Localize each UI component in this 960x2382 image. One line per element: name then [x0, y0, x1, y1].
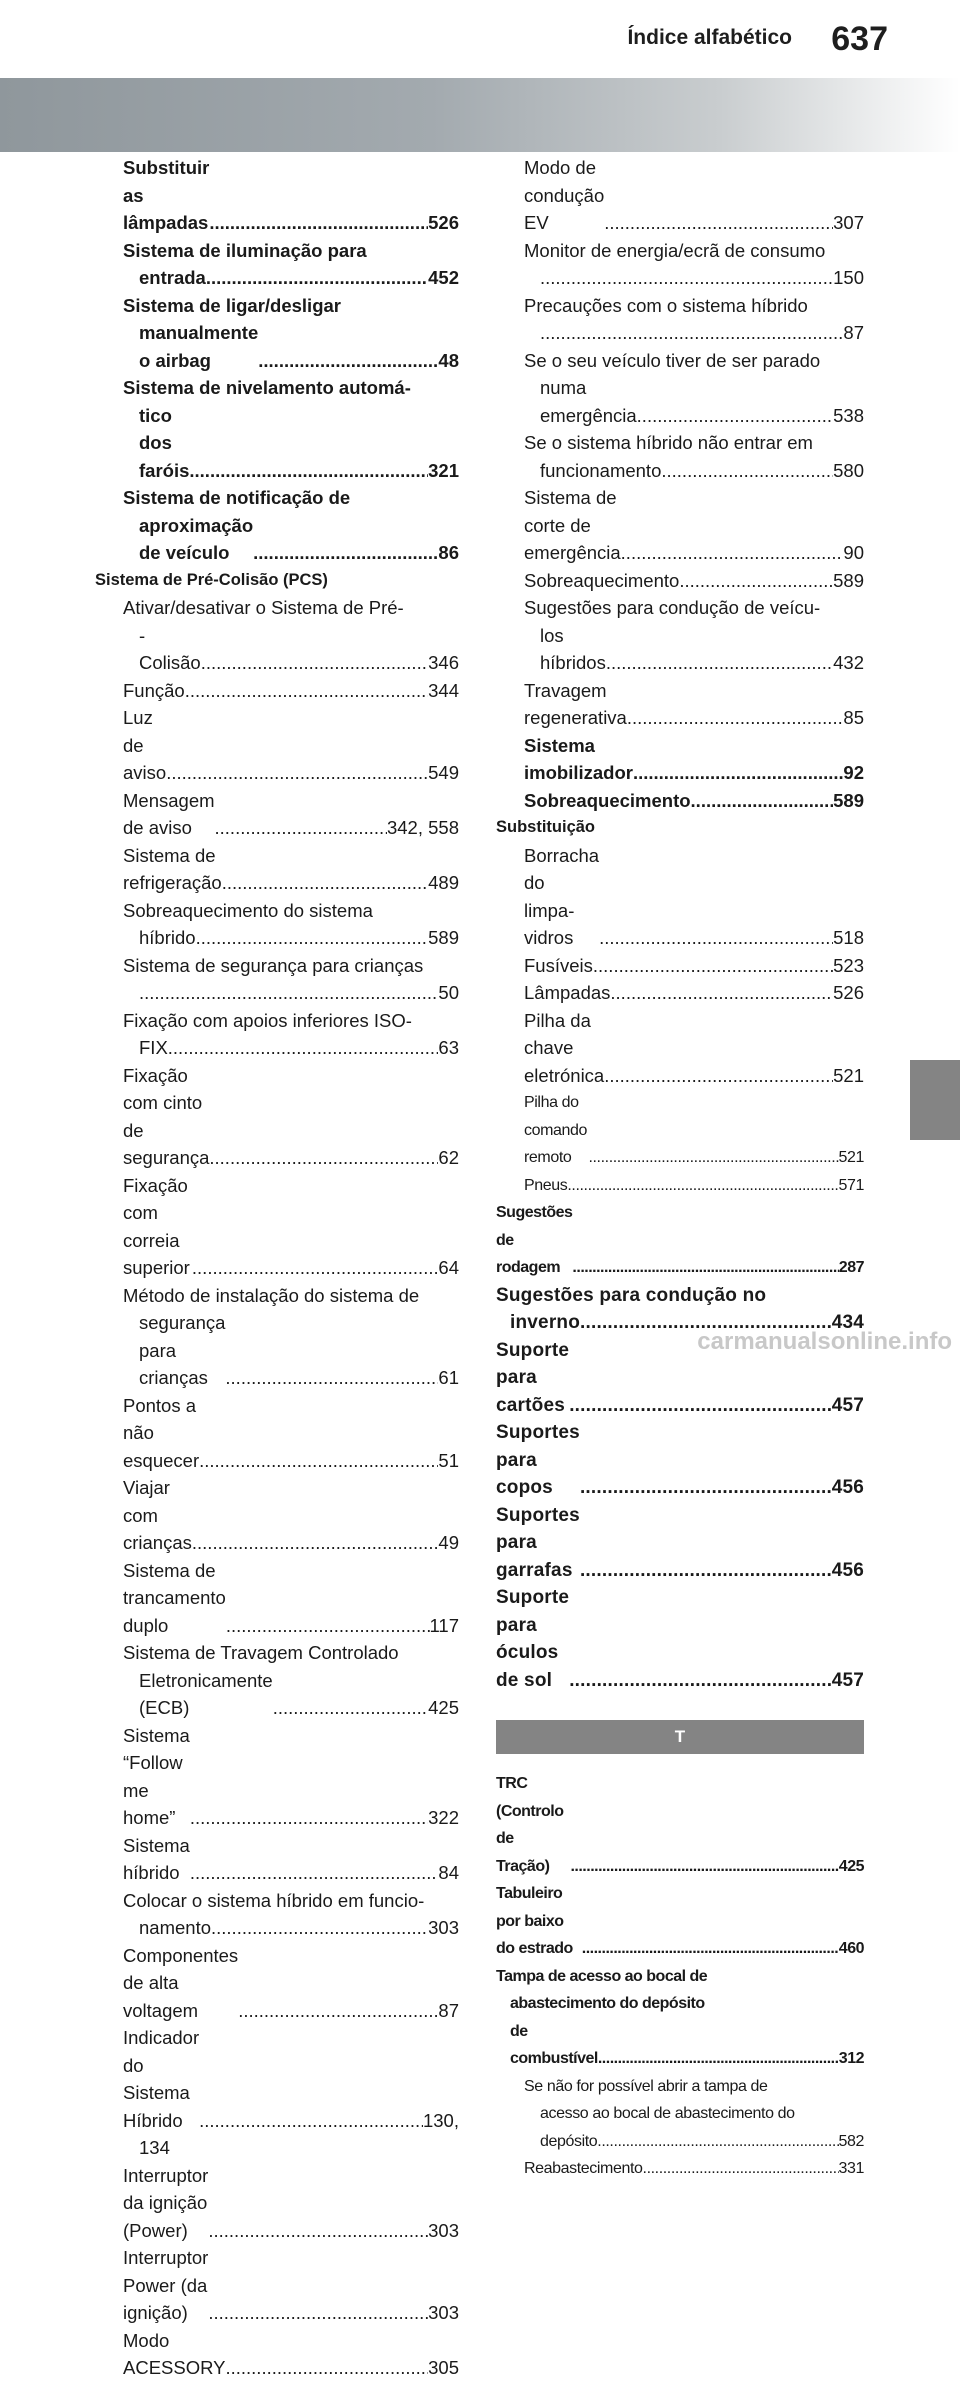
dot-leader	[593, 952, 833, 980]
index-entry	[95, 704, 459, 787]
index-entry	[95, 2327, 459, 2382]
index-page-ref: 526	[833, 982, 864, 1003]
index-entry-text: Se o seu veículo tiver de ser parado	[524, 349, 821, 371]
dot-leader	[273, 1694, 428, 1722]
index-entry-text: Método de instalação do sistema de	[123, 1284, 420, 1306]
index-entry	[496, 1880, 864, 1963]
index-entry	[496, 1199, 864, 1282]
index-page-ref: 582	[838, 2132, 864, 2150]
index-entry-text: de combustível	[510, 2022, 598, 2067]
index-entry	[95, 1722, 459, 1832]
index-entry-text: Pilha do comando remoto	[524, 1094, 588, 1166]
index-entry-text: Tampa de acesso ao bocal de	[496, 1967, 708, 1985]
index-page-ref: 48	[438, 349, 459, 371]
dot-leader	[580, 1557, 832, 1585]
index-page-ref: 117	[429, 1614, 459, 1636]
index-entry-text: Tabuleiro por baixo do estrado	[496, 1885, 573, 1957]
index-entry-text: Modo ACESSORY	[123, 2329, 226, 2378]
index-entry-text: Colocar o sistema híbrido em funcio-	[123, 1889, 425, 1911]
index-entry	[95, 512, 459, 567]
index-page-ref: 303	[428, 2219, 459, 2241]
index-entry	[95, 402, 459, 485]
index-entry-text: Sistema híbrido	[123, 1834, 190, 1883]
index-entry-text: Sistema de segurança para crianças	[123, 954, 424, 976]
index-entry	[496, 732, 864, 787]
index-entry	[95, 842, 459, 897]
index-page-ref: 571	[838, 1176, 864, 1194]
dot-leader	[637, 402, 833, 430]
dot-leader	[661, 457, 833, 485]
dot-leader	[604, 209, 833, 237]
dot-leader	[168, 1034, 439, 1062]
index-entry	[95, 319, 459, 374]
index-entry-text: entrada	[139, 267, 206, 288]
index-page-ref: 580	[833, 459, 864, 481]
index-entry-text: los híbridos	[540, 624, 606, 673]
index-entry-text: Travagem regenerativa	[524, 679, 627, 728]
index-page-ref: 344	[428, 679, 459, 701]
index-entry-text: Substituição	[496, 818, 596, 836]
index-page-ref: 589	[833, 789, 864, 811]
index-entry-text: Pneus	[524, 1176, 568, 1194]
index-page-ref: 62	[438, 1147, 459, 1168]
index-entry	[95, 1914, 459, 1942]
dot-leader	[139, 979, 438, 1007]
index-entry-text: Interruptor Power (da ignição)	[123, 2247, 209, 2323]
index-entry	[95, 264, 459, 292]
index-page-ref: 342, 558	[386, 817, 459, 838]
dot-leader	[211, 1914, 428, 1942]
index-entry-text: namento	[139, 1917, 211, 1938]
index-entry-text: FIX	[139, 1037, 168, 1058]
index-page-ref: 460	[838, 1940, 864, 1957]
index-page-ref: 457	[831, 1394, 864, 1416]
index-page-ref: 549	[428, 762, 459, 783]
index-entry-text: Sistema imobilizador	[524, 734, 633, 783]
index-entry	[496, 567, 864, 595]
index-page-ref: 87	[438, 1999, 459, 2021]
index-entry-text: inverno	[510, 1312, 581, 1333]
index-entry	[496, 952, 864, 980]
dot-leader	[192, 1529, 439, 1557]
index-entry-text: Sobreaquecimento	[524, 789, 691, 811]
index-entry-text: Luz de aviso	[123, 707, 167, 783]
dot-leader	[190, 1804, 428, 1832]
dot-leader	[199, 2107, 423, 2135]
index-entry	[496, 1172, 864, 1200]
dot-leader	[238, 1997, 438, 2025]
index-page-ref: 457	[831, 1669, 864, 1691]
dot-leader	[208, 2299, 428, 2327]
index-page-ref: 85	[843, 707, 864, 728]
index-entry	[496, 1584, 864, 1694]
index-entry-text: híbrido.	[139, 927, 201, 948]
index-entry-text: manualmente o airbag	[139, 322, 259, 371]
index-entry	[496, 814, 864, 842]
dot-leader	[597, 2128, 838, 2156]
index-entry	[95, 924, 459, 952]
index-entry-text: acesso ao bocal de abastecimento do	[540, 2105, 795, 2122]
dot-leader	[691, 787, 834, 815]
dot-leader	[192, 1254, 439, 1282]
dot-leader	[643, 2155, 839, 2183]
index-entry	[95, 1557, 459, 1640]
index-entry	[95, 2024, 459, 2134]
index-page-ref: 307	[833, 212, 864, 233]
index-list-t	[496, 1770, 864, 2183]
dot-leader	[633, 759, 843, 787]
index-page-ref: 63	[438, 1037, 459, 1058]
dot-leader	[570, 1853, 838, 1881]
index-entry	[95, 1172, 459, 1282]
index-entry-text: Pilha da chave eletrónica	[524, 1009, 605, 1086]
index-page-ref: 346	[428, 652, 459, 673]
index-entry-text: Ativar/desativar o Sistema de Pré-	[123, 597, 404, 618]
index-entry	[496, 457, 864, 485]
index-page-ref: 86	[438, 542, 459, 563]
index-entry-text: aproximação de veículo	[139, 514, 254, 563]
index-page-ref: 50	[438, 982, 459, 1003]
dot-leader	[225, 2354, 428, 2382]
index-entry-text: segurança para crianças	[139, 1312, 226, 1388]
index-entry-text: Sistema de iluminação para	[123, 239, 367, 261]
index-page-ref: 518	[833, 927, 864, 948]
index-page-ref: 526	[428, 212, 459, 233]
dot-leader	[166, 759, 428, 787]
dot-leader	[206, 264, 428, 292]
index-entry-text: 134	[139, 2137, 170, 2158]
index-page-ref: 432	[833, 652, 864, 673]
index-entry	[496, 787, 864, 815]
index-entry-text: Mensagem de aviso	[123, 789, 215, 838]
index-list-s	[496, 154, 864, 1694]
index-entry-text: Sugestões para condução de veícu-	[524, 597, 821, 618]
dot-leader	[185, 677, 428, 705]
index-entry-text: tico dos faróis	[139, 404, 190, 481]
index-page-ref: 425	[838, 1857, 864, 1875]
index-entry	[496, 2155, 864, 2183]
index-page-ref: 90	[843, 542, 864, 563]
index-page-ref: 61	[438, 1367, 459, 1388]
index-page-ref: 456	[831, 1559, 864, 1581]
index-entry-text: Pontos a não esquecer	[123, 1394, 200, 1471]
index-entry	[496, 374, 864, 429]
index-entry-text: Modo de condução EV	[524, 157, 605, 233]
index-page-ref: 489	[428, 872, 459, 893]
index-entry-text: Suporte para óculos de sol	[496, 1587, 570, 1691]
index-entry	[496, 264, 864, 292]
index-page-ref: 92	[843, 762, 864, 783]
index-entry-text: Sistema de Pré-Colisão (PCS)	[95, 570, 328, 589]
index-page-ref: 51	[438, 1449, 459, 1471]
index-entry-text: Sistema de notificação de	[123, 487, 351, 508]
index-entry-text: Sistema de Travagem Controlado	[123, 1642, 399, 1663]
dot-leader	[209, 1144, 438, 1172]
index-entry-text: Substituir as lâmpadas	[123, 157, 210, 233]
index-entry-text: Lâmpadas	[524, 982, 611, 1003]
index-entry	[95, 1667, 459, 1722]
index-entry	[95, 2134, 459, 2162]
index-page-ref: 456	[831, 1477, 864, 1498]
dot-leader	[215, 814, 387, 842]
index-entry	[496, 1502, 864, 1585]
dot-leader	[569, 1392, 832, 1420]
index-entry-text: Interruptor da ignição (Power)	[123, 2164, 209, 2241]
dot-leader	[222, 869, 428, 897]
index-entry-text: Componentes de alta voltagem	[123, 1944, 239, 2021]
index-page-ref: 287	[838, 1259, 864, 1276]
index-entry-text: Fixação com cinto de segurança	[123, 1064, 210, 1168]
index-entry	[95, 154, 459, 237]
index-entry	[95, 1832, 459, 1887]
index-entry	[95, 2162, 459, 2245]
dot-leader	[540, 264, 833, 292]
dot-leader	[540, 319, 843, 347]
index-entry-text: Borracha do limpa-vidros	[524, 844, 600, 948]
index-entry-text: Eletronicamente (ECB)	[139, 1669, 273, 1718]
dot-leader	[209, 209, 428, 237]
dot-leader	[258, 347, 438, 375]
dot-leader	[226, 1612, 430, 1640]
index-entry-text: Suporte para cartões	[496, 1339, 570, 1416]
index-page-ref: 425	[428, 1697, 459, 1718]
index-page-ref: 521	[833, 1064, 864, 1086]
index-entry-text: Sistema de nivelamento automá-	[123, 377, 411, 398]
index-page-ref: 150	[833, 267, 864, 288]
index-entry-text: depósito	[540, 2132, 598, 2150]
dot-leader	[580, 1474, 832, 1502]
index-entry-text: Sistema de ligar/desligar	[123, 294, 341, 316]
index-entry	[95, 979, 459, 1007]
index-entry	[95, 1034, 459, 1062]
index-page-ref: 312	[838, 2050, 864, 2067]
dot-leader	[190, 1859, 439, 1887]
index-entry-text: TRC (Controlo de Tração)	[496, 1775, 564, 1875]
section-header-t: T	[496, 1720, 864, 1754]
dot-leader	[253, 539, 438, 567]
index-entry	[95, 2244, 459, 2327]
index-page-ref: 322	[428, 1807, 459, 1828]
index-entry	[95, 1062, 459, 1172]
dot-leader	[225, 1364, 438, 1392]
dot-leader	[598, 2045, 839, 2073]
index-page-ref: 331	[838, 2160, 864, 2177]
index-entry-text: Fixação com apoios inferiores ISO-	[123, 1009, 412, 1031]
index-page-ref: 303	[428, 2302, 459, 2323]
index-entry	[496, 622, 864, 677]
index-entry	[496, 1419, 864, 1502]
index-entry-text: Se o sistema híbrido não entrar em	[524, 432, 813, 453]
index-page-ref: 523	[833, 954, 864, 976]
index-column-left	[95, 154, 459, 2382]
index-entry-text: Fusíveis	[524, 954, 593, 976]
index-page-ref: 87	[843, 322, 864, 343]
index-entry-text: Suportes para garrafas	[496, 1504, 580, 1581]
dot-leader	[627, 704, 844, 732]
index-entry	[95, 567, 459, 595]
index-entry	[496, 979, 864, 1007]
index-entry-text: Função	[123, 679, 185, 701]
header-title: Índice alfabético	[627, 26, 792, 49]
index-entry-text: Precauções com o sistema híbrido	[524, 294, 808, 316]
index-entry-text: Indicador do Sistema Híbrido	[123, 2027, 200, 2131]
index-entry	[496, 2128, 864, 2156]
index-entry	[95, 1309, 459, 1392]
index-entry	[496, 1007, 864, 1090]
index-entry-text: Suportes para copos	[496, 1422, 580, 1498]
index-entry-text: Sobreaquecimento	[524, 569, 680, 591]
index-entry-text: Fixação com correia superior	[123, 1174, 190, 1278]
index-entry-text: Sugestões para condução no	[496, 1284, 767, 1306]
page-number: 637	[831, 20, 888, 58]
dot-leader	[588, 1144, 838, 1172]
index-page-ref: 452	[428, 267, 459, 288]
index-page-ref: 589	[833, 569, 864, 591]
index-entry	[95, 1474, 459, 1557]
index-page-ref: 321	[428, 459, 459, 481]
index-entry	[496, 154, 864, 237]
index-page-ref: 589	[428, 927, 459, 948]
dot-leader	[599, 924, 833, 952]
dot-leader	[604, 1062, 833, 1090]
index-column-right	[496, 154, 864, 2183]
dot-leader	[208, 2217, 428, 2245]
dot-leader	[201, 649, 428, 677]
dot-leader	[189, 457, 428, 485]
index-entry-text: Monitor de energia/ecrã de consumo	[524, 239, 826, 261]
index-page-ref: 84	[438, 1862, 459, 1883]
watermark: carmanualsonline.info	[697, 1328, 952, 1355]
index-entry	[496, 677, 864, 732]
dot-leader	[606, 649, 833, 677]
index-entry	[496, 842, 864, 952]
index-entry-text: Sistema de trancamento duplo	[123, 1559, 226, 1636]
index-page-ref: 49	[438, 1532, 459, 1553]
index-entry	[496, 319, 864, 347]
index-entry	[496, 1770, 864, 1880]
index-entry-text: Sugestões de rodagem	[496, 1204, 573, 1276]
side-thumb-tab	[910, 1060, 960, 1140]
index-entry-text: funcionamento	[540, 459, 662, 481]
dot-leader	[201, 924, 428, 952]
index-entry	[95, 1942, 459, 2025]
index-page-ref: 130,	[422, 2109, 459, 2131]
index-entry	[95, 787, 459, 842]
dot-leader	[621, 539, 844, 567]
index-page-ref: 303	[428, 1917, 459, 1938]
index-entry-text: Se não for possível abrir a tampa de	[524, 2077, 768, 2095]
index-page-ref: 538	[833, 404, 864, 426]
index-entry-text: Sistema de refrigeração	[123, 844, 222, 893]
index-entry-text: -Colisão	[139, 624, 201, 673]
dot-leader	[569, 1667, 832, 1695]
index-entry-text: Viajar com crianças	[123, 1477, 192, 1553]
index-entry	[95, 622, 459, 677]
index-page-ref: 305	[428, 2357, 459, 2378]
index-entry	[496, 2018, 864, 2073]
index-entry	[95, 1392, 459, 1475]
dot-leader	[572, 1254, 838, 1282]
dot-leader	[610, 979, 833, 1007]
dot-leader	[582, 1935, 839, 1963]
index-page-ref: 64	[438, 1257, 459, 1278]
index-entry-text: numa emergência	[540, 377, 637, 426]
index-entry-text: Sistema “Follow me home”	[123, 1724, 190, 1828]
index-entry	[496, 1089, 864, 1172]
index-entry-text: abastecimento do depósito	[510, 1995, 705, 2012]
dot-leader	[567, 1172, 838, 1200]
index-entry	[95, 677, 459, 705]
header-band	[0, 78, 960, 152]
dot-leader	[679, 567, 833, 595]
index-entry-text: Sobreaquecimento do sistema	[123, 899, 373, 921]
dot-leader	[199, 1447, 438, 1475]
index-page-ref: 434	[831, 1312, 864, 1333]
index-entry-text: Reabastecimento	[524, 2160, 643, 2177]
index-entry-text: Sistema de corte de emergência	[524, 487, 621, 563]
index-entry	[496, 484, 864, 567]
index-page-ref: 521	[838, 1149, 864, 1166]
